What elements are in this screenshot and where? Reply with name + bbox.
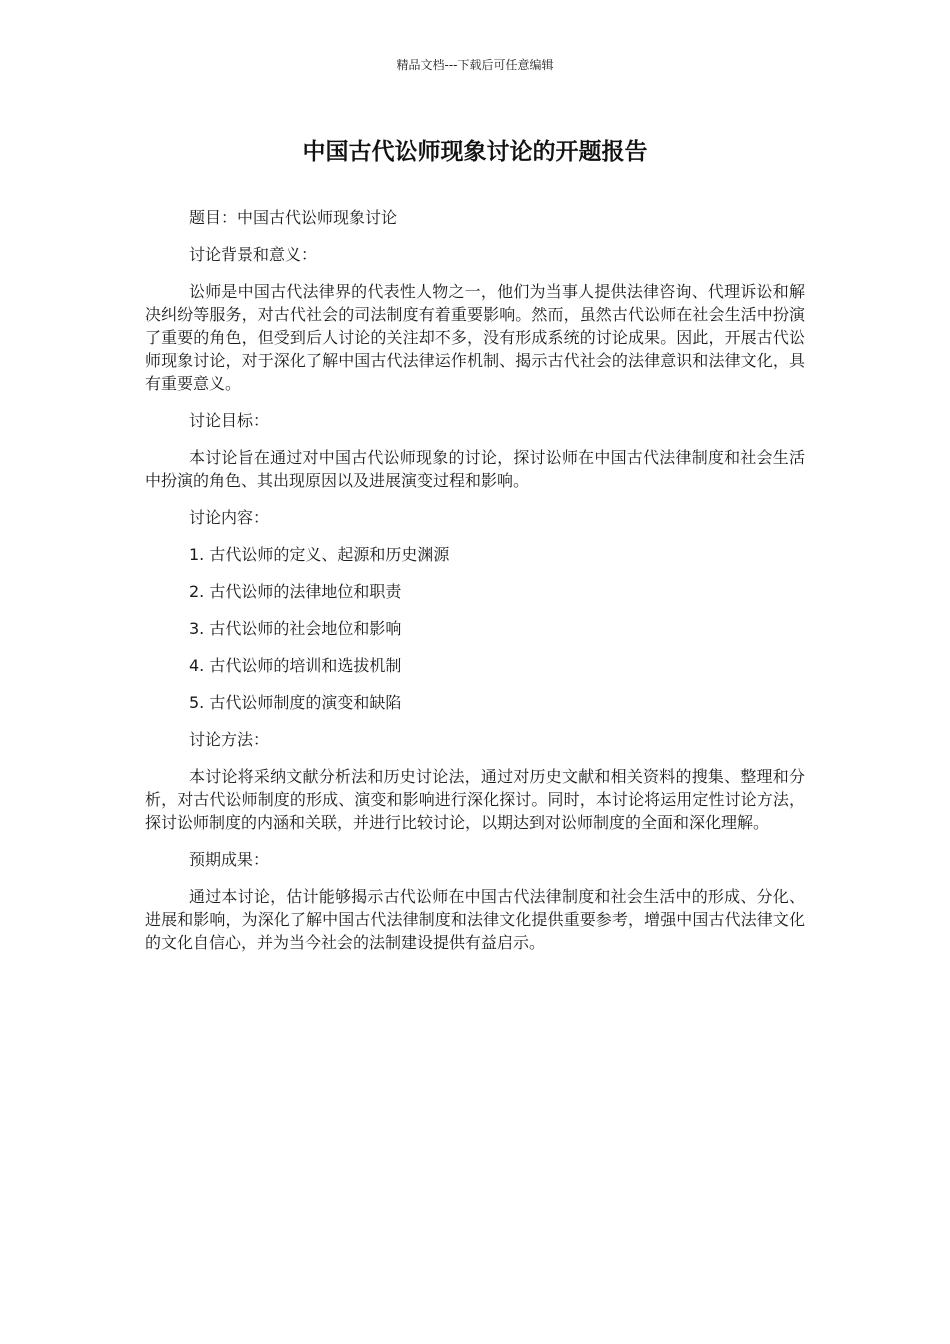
content-list-item: 3. 古代讼师的社会地位和影响 (189, 619, 402, 638)
outcome-heading: 预期成果： (189, 850, 270, 869)
background-paragraph: 讼师是中国古代法律界的代表性人物之一，他们为当事人提供法律咨询、代理诉讼和解决纠纷等服务，对古代社会的司法制度有着重要影响。然而，虽然古代讼师在社会生活中扮演了重要的角色，但受到后人讨论的关注却不多，没有形成系统的讨论成果。因此，开展古代讼师现象讨论，对于深化了解中国古代法律运作机制、揭示古代社会的法律意识和法律文化，具有重要意义。 (145, 282, 805, 393)
content-heading: 讨论内容： (189, 508, 270, 527)
document-title: 中国古代讼师现象讨论的开题报告 (302, 139, 648, 165)
method-paragraph: 本讨论将采纳文献分析法和历史讨论法，通过对历史文献和相关资料的搜集、整理和分析，对古代讼师制度的形成、演变和影响进行深化探讨。同时，本讨论将运用定性讨论方法，探讨讼师制度的内涵和关联，并进行比较讨论，以期达到对讼师制度的全面和深化理解。 (145, 767, 805, 832)
background-heading: 讨论背景和意义： (189, 245, 318, 264)
page-header: 精品文档---下载后可任意编辑 (396, 58, 554, 72)
method-heading: 讨论方法： (189, 730, 270, 749)
topic-line: 题目：中国古代讼师现象讨论 (189, 208, 398, 227)
goal-heading: 讨论目标： (189, 411, 270, 430)
document-body (145, 206, 805, 968)
content-list-item: 5. 古代讼师制度的演变和缺陷 (189, 693, 402, 712)
outcome-paragraph: 通过本讨论，估计能够揭示古代讼师在中国古代法律制度和社会生活中的形成、分化、进展和影响，为深化了解中国古代法律制度和法律文化提供重要参考，增强中国古代法律文化的文化自信心，并为当今社会的法制建设提供有益启示。 (145, 887, 805, 952)
content-list-item: 1. 古代讼师的定义、起源和历史渊源 (189, 545, 450, 564)
goal-paragraph: 本讨论旨在通过对中国古代讼师现象的讨论，探讨讼师在中国古代法律制度和社会生活中扮演的角色、其出现原因以及进展演变过程和影响。 (145, 448, 805, 490)
content-list-item: 2. 古代讼师的法律地位和职责 (189, 582, 402, 601)
content-list-item: 4. 古代讼师的培训和选拔机制 (189, 656, 402, 675)
